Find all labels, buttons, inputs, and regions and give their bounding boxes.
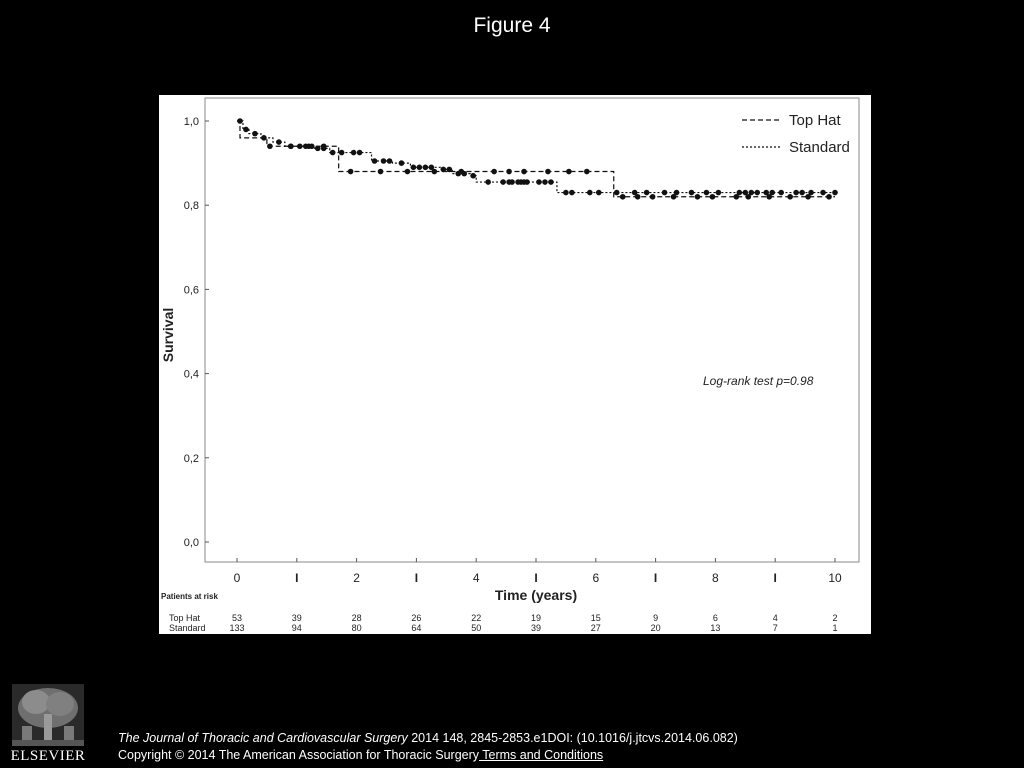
censor-mark bbox=[243, 127, 249, 133]
x-tick-label: I bbox=[653, 571, 658, 585]
survival-curve bbox=[237, 121, 835, 197]
censor-mark bbox=[237, 118, 243, 124]
censor-mark bbox=[596, 190, 602, 196]
censor-mark bbox=[351, 150, 357, 156]
risk-value: 19 bbox=[530, 613, 542, 623]
legend-label: Top Hat bbox=[789, 112, 841, 129]
citation bbox=[118, 731, 738, 745]
censor-mark bbox=[309, 143, 315, 149]
censor-mark bbox=[261, 135, 267, 141]
copyright bbox=[118, 748, 603, 762]
y-tick-label: 0,4 bbox=[183, 368, 199, 381]
censor-mark bbox=[620, 194, 626, 200]
censor-mark bbox=[832, 190, 838, 196]
risk-value: 28 bbox=[351, 613, 362, 623]
censor-mark bbox=[330, 150, 336, 156]
risk-value: 27 bbox=[590, 623, 601, 633]
risk-row-label: Top Hat bbox=[169, 613, 201, 623]
censor-mark bbox=[470, 173, 476, 179]
censor-mark bbox=[787, 194, 793, 200]
x-tick-label: I bbox=[534, 571, 538, 585]
censor-mark bbox=[748, 190, 754, 196]
terms-link[interactable]: Terms and Conditions bbox=[479, 748, 604, 762]
censor-mark bbox=[695, 194, 701, 200]
censor-mark bbox=[441, 167, 447, 173]
risk-value: 20 bbox=[650, 623, 661, 633]
censor-mark bbox=[276, 139, 282, 145]
risk-value: 4 bbox=[772, 613, 778, 623]
censor-mark bbox=[417, 165, 423, 171]
censor-mark bbox=[710, 194, 716, 200]
censor-mark bbox=[587, 190, 593, 196]
censor-mark bbox=[826, 194, 832, 200]
censor-mark bbox=[387, 158, 393, 164]
legend bbox=[742, 112, 850, 156]
censor-mark bbox=[303, 143, 309, 149]
copyright-text: Copyright © 2014 The American Association for Thoracic Surgery bbox=[118, 748, 480, 762]
x-axis bbox=[234, 558, 842, 603]
censor-mark bbox=[545, 169, 551, 175]
x-tick-label: 0 bbox=[233, 571, 241, 585]
plot-frame bbox=[205, 98, 859, 562]
x-tick-label: 2 bbox=[353, 571, 360, 585]
elsevier-wordmark: ELSEVIER bbox=[10, 748, 86, 764]
censor-mark bbox=[288, 143, 294, 149]
risk-value: 39 bbox=[530, 623, 542, 633]
risk-value: 1 bbox=[832, 623, 838, 633]
risk-value: 6 bbox=[712, 613, 718, 623]
censor-mark bbox=[632, 190, 638, 196]
censor-mark bbox=[509, 179, 515, 185]
censor-mark bbox=[674, 190, 680, 196]
legend-label: Standard bbox=[789, 139, 850, 156]
y-tick-label: 0,0 bbox=[183, 537, 199, 549]
censor-mark bbox=[662, 190, 668, 196]
series-standard bbox=[237, 118, 838, 195]
censor-mark bbox=[548, 179, 554, 185]
censor-mark bbox=[614, 190, 620, 196]
censor-mark bbox=[644, 190, 650, 196]
censor-mark bbox=[763, 190, 769, 196]
censor-mark bbox=[321, 146, 327, 152]
censor-mark bbox=[799, 190, 805, 196]
censor-mark bbox=[405, 169, 411, 175]
risk-table-header: Patients at risk bbox=[161, 592, 218, 601]
censor-mark bbox=[485, 179, 491, 185]
risk-value: 80 bbox=[351, 623, 362, 633]
x-tick-label: 4 bbox=[472, 571, 480, 585]
y-tick-label: 0,6 bbox=[183, 284, 199, 297]
km-chart bbox=[159, 95, 871, 634]
y-axis-label: Survival bbox=[160, 307, 176, 363]
censor-mark bbox=[563, 190, 569, 196]
censor-mark bbox=[820, 190, 826, 196]
censor-mark bbox=[357, 150, 363, 156]
risk-value: 2 bbox=[832, 613, 838, 623]
risk-value: 15 bbox=[590, 613, 601, 623]
logrank-annotation: Log-rank test p=0.98 bbox=[703, 374, 814, 388]
y-axis bbox=[160, 116, 209, 549]
censor-mark bbox=[297, 143, 303, 149]
x-tick-label: 8 bbox=[712, 571, 719, 585]
censor-mark bbox=[446, 167, 452, 173]
censor-mark bbox=[536, 179, 542, 185]
y-tick-label: 0,8 bbox=[183, 200, 199, 213]
censor-mark bbox=[252, 131, 258, 137]
risk-value: 9 bbox=[653, 613, 659, 623]
figure-panel bbox=[159, 95, 871, 634]
censor-mark bbox=[689, 190, 695, 196]
slide-title: Figure 4 bbox=[473, 14, 551, 37]
censor-mark bbox=[542, 179, 548, 185]
risk-value: 7 bbox=[772, 623, 778, 633]
risk-value: 39 bbox=[291, 613, 302, 623]
censor-mark bbox=[704, 190, 710, 196]
risk-value: 13 bbox=[710, 623, 721, 633]
censor-mark bbox=[743, 190, 749, 196]
citation-details: 2014 148, 2845-2853.e1DOI: (10.1016/j.jtcvs.2014.06.082) bbox=[407, 731, 738, 745]
censor-mark bbox=[411, 165, 417, 171]
x-tick-label: I bbox=[295, 571, 299, 585]
censor-mark bbox=[381, 158, 387, 164]
censor-mark bbox=[429, 165, 435, 171]
annotation bbox=[703, 374, 814, 388]
censor-mark bbox=[423, 165, 429, 171]
x-tick-label: 6 bbox=[592, 571, 600, 585]
x-tick-label: I bbox=[414, 571, 419, 585]
censor-mark bbox=[737, 190, 743, 196]
censor-mark bbox=[524, 179, 530, 185]
plot-border bbox=[205, 98, 859, 562]
censor-mark bbox=[267, 143, 273, 149]
censor-mark bbox=[372, 158, 378, 164]
risk-value: 53 bbox=[231, 613, 243, 623]
censor-mark bbox=[315, 146, 321, 152]
series-layer bbox=[237, 118, 838, 199]
risk-value: 26 bbox=[411, 613, 422, 623]
x-axis-label: Time (years) bbox=[494, 587, 578, 603]
risk-row-label: Standard bbox=[169, 623, 206, 633]
y-tick-label: 0,2 bbox=[183, 452, 199, 465]
censor-mark bbox=[584, 169, 590, 175]
censor-mark bbox=[754, 190, 760, 196]
series-top-hat bbox=[237, 121, 835, 200]
censor-mark bbox=[778, 190, 784, 196]
risk-value: 64 bbox=[411, 623, 422, 633]
censor-mark bbox=[339, 150, 345, 156]
survival-curve bbox=[237, 121, 835, 193]
censor-mark bbox=[521, 169, 527, 175]
censor-mark bbox=[500, 179, 506, 185]
x-tick-label: 10 bbox=[828, 571, 842, 585]
censor-mark bbox=[455, 171, 461, 177]
censor-mark bbox=[491, 169, 497, 175]
risk-value: 133 bbox=[229, 623, 245, 633]
censor-mark bbox=[769, 190, 775, 196]
y-tick-label: 1,0 bbox=[183, 116, 199, 128]
censor-mark bbox=[650, 194, 656, 200]
risk-value: 50 bbox=[471, 623, 482, 633]
risk-value: 22 bbox=[471, 613, 482, 623]
censor-mark bbox=[378, 169, 384, 175]
censor-mark bbox=[399, 160, 405, 166]
censor-mark bbox=[566, 169, 572, 175]
censor-mark bbox=[506, 169, 512, 175]
censor-mark bbox=[716, 190, 722, 196]
censor-mark bbox=[461, 171, 467, 177]
risk-value: 94 bbox=[291, 623, 302, 633]
x-tick-label: I bbox=[773, 571, 777, 585]
censor-mark bbox=[793, 190, 799, 196]
censor-mark bbox=[808, 190, 814, 196]
censor-mark bbox=[569, 190, 575, 196]
journal-name: The Journal of Thoracic and Cardiovascular Surgery bbox=[118, 731, 408, 745]
censor-mark bbox=[348, 169, 354, 175]
